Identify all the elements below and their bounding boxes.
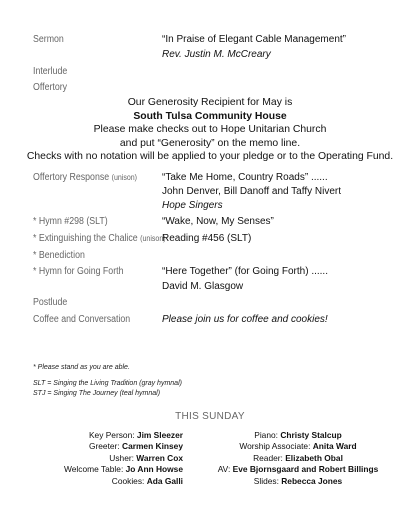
sermon-speaker: Rev. Justin M. McCreary <box>162 49 271 60</box>
volunteers-left-column <box>64 430 183 487</box>
going-forth-composer: David M. Glasgow <box>162 281 244 292</box>
program-label-hymn-going-forth: * Hymn for Going Forth <box>33 266 124 277</box>
this-sunday-heading: THIS SUNDAY <box>175 411 245 422</box>
volunteer-role: Piano: <box>254 430 278 440</box>
volunteer-role: Slides: <box>253 475 279 486</box>
volunteer-role: Reader: <box>253 452 283 463</box>
volunteer-row <box>213 441 383 452</box>
offertory-song: “Take Me Home, Country Roads” ...... <box>162 172 328 183</box>
program-label-sermon: Sermon <box>33 34 64 45</box>
program-label-postlude: Postlude <box>33 297 68 308</box>
offertory-composers: John Denver, Bill Danoff and Taffy Nivert <box>162 186 341 197</box>
stand-note: * Please stand as you are able. <box>33 364 130 371</box>
volunteer-name: Carmen Kinsey <box>122 441 183 452</box>
chalice-label: * Extinguishing the Chalice <box>33 233 138 244</box>
volunteer-role: Greeter: <box>88 441 120 452</box>
generosity-checks: Please make checks out to Hope Unitarian Church <box>93 124 327 135</box>
volunteer-row <box>64 476 183 487</box>
program-label-interlude: Interlude <box>33 66 68 77</box>
going-forth-title: “Here Together” (for Going Forth) ...... <box>162 266 328 277</box>
volunteer-row <box>213 476 383 487</box>
volunteer-name: Warren Cox <box>136 452 183 463</box>
volunteer-name: Jo Ann Howse <box>125 464 183 475</box>
chalice-note: (unison) <box>140 234 166 243</box>
program-label-benediction: * Benediction <box>33 250 85 261</box>
volunteer-row <box>213 464 383 475</box>
volunteer-row <box>64 464 183 475</box>
slt-note: SLT = Singing the Living Tradition (gray hymnal) <box>33 380 182 387</box>
volunteer-name: Ada Galli <box>146 475 183 486</box>
program-label-offertory-response <box>33 172 137 183</box>
volunteer-role: Cookies: <box>111 475 145 486</box>
generosity-memo: and put “Generosity” on the memo line. <box>119 137 301 149</box>
coffee-invitation: Please join us for coffee and cookies! <box>162 314 328 325</box>
volunteer-row <box>64 453 183 464</box>
chalice-reading: Reading #456 (SLT) <box>162 233 252 244</box>
offertory-response-label: Offertory Response <box>33 172 110 183</box>
volunteer-role: Usher: <box>109 452 134 463</box>
volunteers-right-column <box>213 430 383 487</box>
volunteer-row <box>64 441 183 452</box>
volunteer-role: Worship Associate: <box>239 441 311 452</box>
volunteer-name: Anita Ward <box>312 441 357 452</box>
volunteer-row <box>213 453 383 464</box>
offertory-response-note: (unison) <box>111 173 138 182</box>
volunteer-role: AV: <box>217 464 231 475</box>
volunteer-name: Elizabeth Obal <box>285 452 343 463</box>
volunteer-name: Jim Sleezer <box>136 430 183 440</box>
generosity-block <box>0 96 420 164</box>
generosity-intro: Our Generosity Recipient for May is <box>127 97 293 108</box>
program-label-offertory: Offertory <box>33 82 68 93</box>
volunteer-role: Welcome Table: <box>64 464 124 475</box>
volunteer-name: Rebecca Jones <box>281 475 343 486</box>
program-label-extinguishing-chalice <box>33 233 166 244</box>
sermon-title: “In Praise of Elegant Cable Management” <box>162 34 346 45</box>
volunteer-row <box>64 430 183 441</box>
stj-note: STJ = Singing The Journey (teal hymnal) <box>33 390 161 397</box>
offertory-performers: Hope Singers <box>162 200 223 211</box>
volunteer-role: Key Person: <box>88 430 135 440</box>
generosity-recipient: South Tulsa Community House <box>133 110 287 122</box>
program-label-hymn-298: * Hymn #298 (SLT) <box>33 216 108 227</box>
program-label-coffee: Coffee and Conversation <box>33 314 131 325</box>
hymn-298-title: “Wake, Now, My Senses” <box>162 216 274 227</box>
generosity-notation: Checks with no notation will be applied to your pledge or to the Operating Fund. <box>26 151 394 162</box>
volunteer-row <box>213 430 383 441</box>
volunteer-name: Christy Stalcup <box>280 430 342 440</box>
volunteer-name: Eve Bjornsgaard and Robert Billings <box>232 464 379 475</box>
